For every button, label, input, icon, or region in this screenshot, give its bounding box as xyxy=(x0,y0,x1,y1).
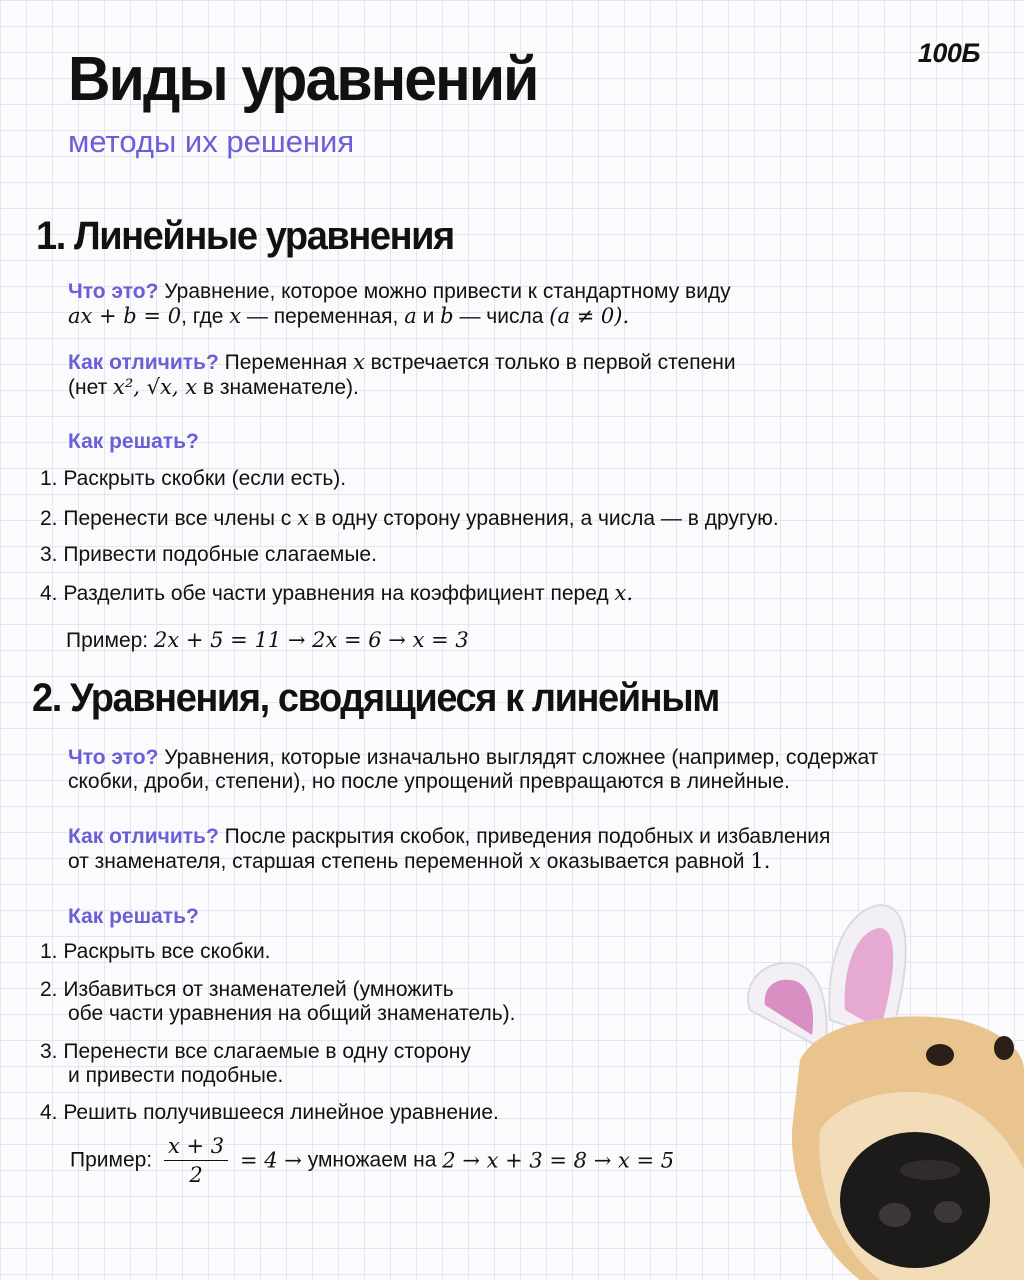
section2-step: 3. Перенести все слагаемые в одну сторону xyxy=(40,1040,471,1063)
what-label: Что это? xyxy=(68,280,159,303)
example-math: 2x + 5 = 11 → 2x = 6 → x = 3 xyxy=(153,628,469,652)
section2-distinguish xyxy=(68,825,968,874)
distinguish-text: Переменная xyxy=(224,351,348,374)
what-text3: — переменная, xyxy=(246,305,399,328)
what-text4: — числа xyxy=(459,305,544,328)
var-x: x xyxy=(229,304,242,328)
var-x: x xyxy=(352,350,365,374)
distinguish-line2b: в знаменателе). xyxy=(202,376,359,399)
fraction-numerator: x + 3 xyxy=(164,1134,228,1161)
section2-example xyxy=(70,1134,674,1187)
section2-step: 4. Решить получившееся линейное уравнение. xyxy=(40,1101,499,1124)
section2-step-cont: обе части уравнения на общий знаменатель). xyxy=(68,1002,516,1025)
distinguish-line2a: (нет xyxy=(68,376,108,399)
section1-example xyxy=(66,628,469,653)
section1-step xyxy=(40,506,779,531)
what-text: Уравнения, которые изначально выглядят сложнее (например, содержат xyxy=(164,746,879,769)
brand-logo: 100Б xyxy=(917,38,980,68)
var-b: b xyxy=(440,304,454,328)
example-tail: 2 → x + 3 = 8 → x = 5 xyxy=(442,1148,675,1173)
section2-step: 2. Избавиться от знаменателей (умножить xyxy=(40,978,454,1001)
section1-howto-label: Как решать? xyxy=(68,430,199,453)
section1-what xyxy=(68,280,968,329)
example-label: Пример: xyxy=(70,1148,153,1172)
section2-howto-label: Как решать? xyxy=(68,905,199,928)
what-text2: , где xyxy=(181,305,224,328)
dog-bunny-ears-image xyxy=(730,870,1024,1280)
fraction-denominator: 2 xyxy=(189,1163,203,1187)
var-x: x. xyxy=(614,581,634,605)
section2-what xyxy=(68,746,998,794)
var-x: x xyxy=(297,506,309,530)
step-tail: в одну сторону уравнения, а числа — в другую. xyxy=(314,507,779,530)
distinguish-text3: оказывается равной xyxy=(546,850,745,873)
linear-formula: ax + b = 0 xyxy=(68,304,182,328)
condition: (a ≠ 0). xyxy=(549,304,630,328)
distinguish-text2: встречается только в первой степени xyxy=(370,351,736,374)
var-a: a xyxy=(404,304,417,328)
and-text: и xyxy=(422,305,435,328)
dog-head xyxy=(792,1016,1024,1280)
what-text2: скобки, дроби, степени), но после упрощений превращаются в линейные. xyxy=(68,770,790,793)
step-text: 2. Перенести все члены с xyxy=(40,507,292,530)
section1-step xyxy=(40,581,633,606)
bunny-ear-left xyxy=(748,963,827,1050)
degree-one: 1. xyxy=(750,849,771,873)
section1-heading: 1. Линейные уравнения xyxy=(36,214,454,258)
page-title: Виды уравнений xyxy=(68,45,538,114)
section2-step-cont: и привести подобные. xyxy=(68,1064,284,1087)
section2-step: 1. Раскрыть все скобки. xyxy=(40,940,271,963)
fraction xyxy=(164,1134,228,1187)
example-mult: умножаем на xyxy=(307,1148,437,1172)
var-x: x xyxy=(529,849,541,873)
distinguish-text: После раскрытия скобок, приведения подобных и избавления xyxy=(224,825,831,848)
distinguish-text2: от знаменателя, старшая степень переменной xyxy=(68,850,524,873)
section2-heading: 2. Уравнения, сводящиеся к линейным xyxy=(32,676,719,720)
section1-distinguish xyxy=(68,350,968,400)
section1-step: 3. Привести подобные слагаемые. xyxy=(40,543,377,566)
distinguish-label: Как отличить? xyxy=(68,825,219,848)
page-subtitle: методы их решения xyxy=(68,124,355,159)
example-eq: = 4 → xyxy=(239,1148,302,1173)
example-label: Пример: xyxy=(66,629,149,652)
distinguish-math: x², √x, x xyxy=(113,375,198,399)
distinguish-label: Как отличить? xyxy=(68,351,219,374)
step-text: 4. Разделить обе части уравнения на коэффициент перед xyxy=(40,582,609,605)
section1-step: 1. Раскрыть скобки (если есть). xyxy=(40,467,347,490)
what-text: Уравнение, которое можно привести к стандартному виду xyxy=(164,280,731,303)
what-label: Что это? xyxy=(68,746,159,769)
